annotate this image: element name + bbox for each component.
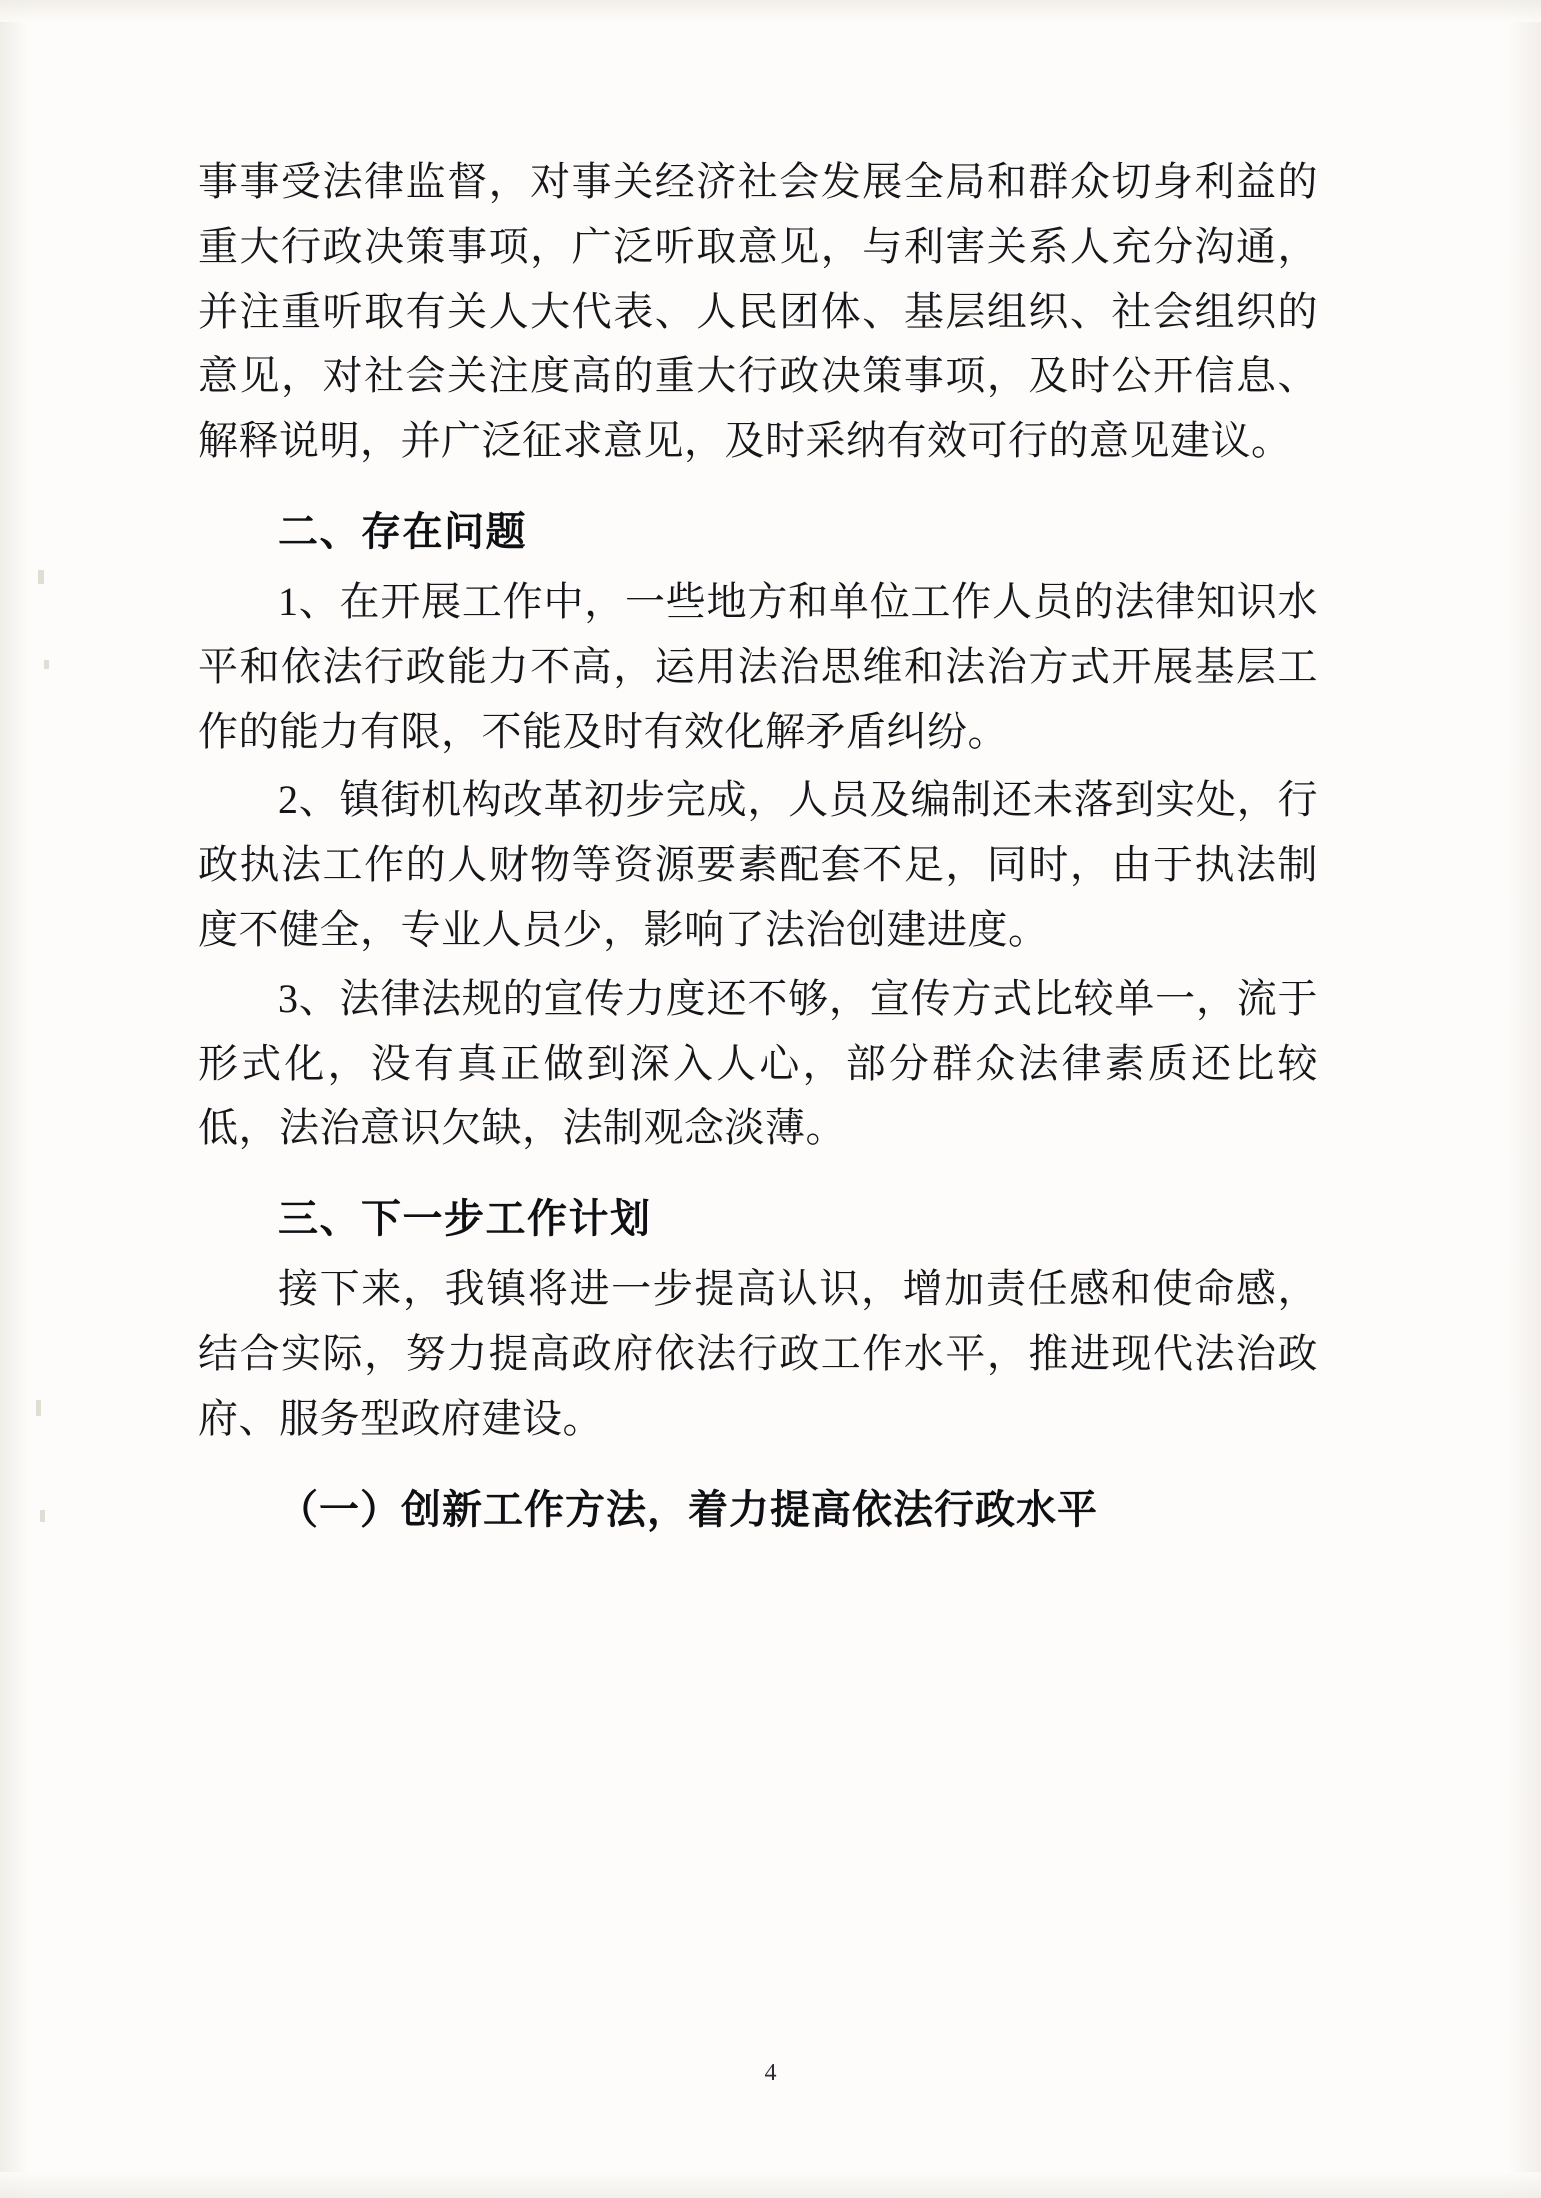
scan-speck [44,660,49,669]
paragraph-problem-1: 1、在开展工作中，一些地方和单位工作人员的法律知识水平和依法行政能力不高，运用法治思维和法治方式开展基层工作的能力有限，不能及时有效化解矛盾纠纷。 [198,578,1318,754]
section-heading-existing-problems: 二、存在问题 [278,508,527,555]
section-heading-next-step-plan: 三、下一步工作计划 [278,1196,652,1243]
page-edge-shadow-top [0,0,1541,22]
paragraph-problem-2: 2、镇街机构改革初步完成，人员及编制还未落到实处，行政执法工作的人财物等资源要素配套不足，同时，由于执法制度不健全，专业人员少，影响了法治创建进度。 [198,777,1318,952]
page-edge-shadow-bottom [0,2172,1541,2198]
scan-speck [36,1400,41,1416]
scan-speck [40,1510,45,1522]
scan-speck [38,570,44,584]
document-body [198,150,1318,1548]
page-edge-shadow-left [0,0,28,2198]
page-edge-shadow-right [1507,0,1541,2198]
subheading-innovate-work-method: （一）创新工作方法，着力提高依法行政水平 [278,1486,1098,1533]
paragraph-plan-intro: 接下来，我镇将进一步提高认识，增加责任感和使命感，结合实际，努力提高政府依法行政工作水平，推进现代法治政府、服务型政府建设。 [198,1266,1318,1441]
paragraph-continuation: 事事受法律监督，对事关经济社会发展全局和群众切身利益的重大行政决策事项，广泛听取意见，与利害关系人充分沟通，并注重听取有关人大代表、人民团体、基层组织、社会组织的意见，对社会关注度高的重大行政决策事项，及时公开信息、解释说明，并广泛征求意见，及时采纳有效可行的意见建议。 [198,159,1318,464]
paragraph-problem-3: 3、法律法规的宣传力度还不够，宣传方式比较单一，流于形式化，没有真正做到深入人心，部分群众法律素质还比较低，法治意识欠缺，法制观念淡薄。 [198,975,1318,1151]
page-number: 4 [764,2060,777,2086]
